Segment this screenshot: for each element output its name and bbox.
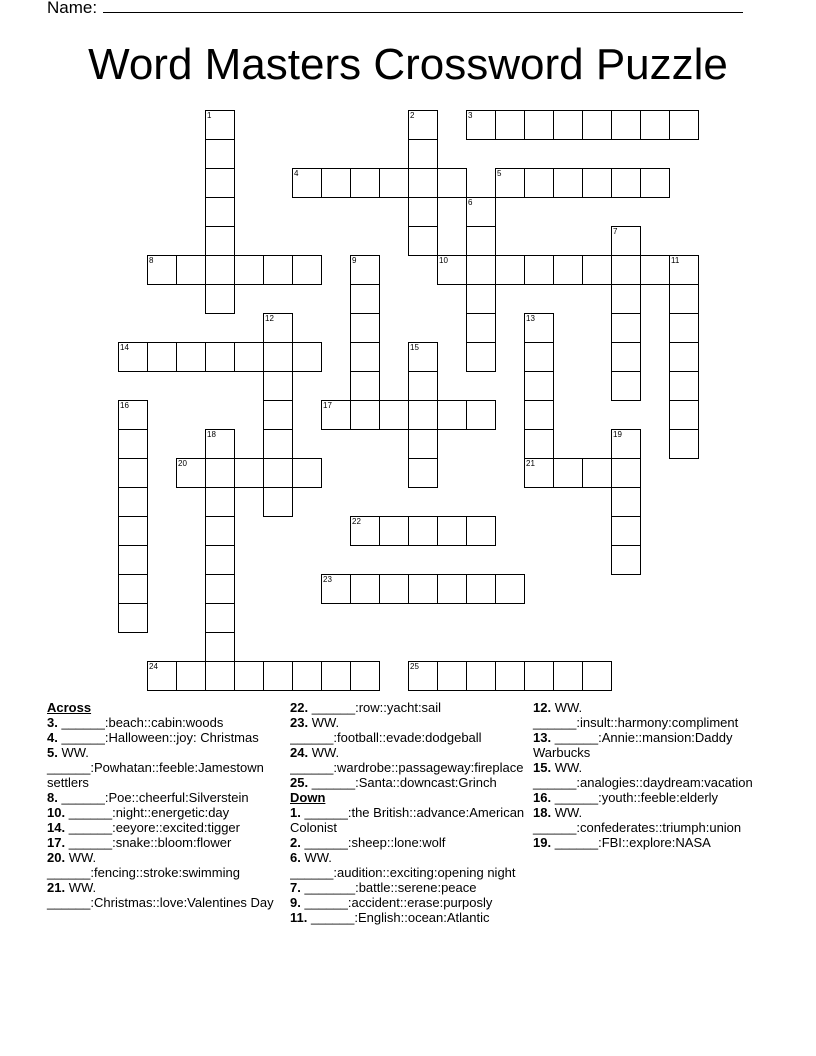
- grid-cell[interactable]: [118, 603, 148, 633]
- grid-cell[interactable]: [466, 516, 496, 546]
- clue-down-1: 1. ______:the British::advance:American Colonist: [290, 805, 525, 835]
- name-label: Name:: [47, 0, 98, 17]
- grid-cell[interactable]: [205, 487, 235, 517]
- grid-cell[interactable]: [118, 545, 148, 575]
- grid-cell[interactable]: [495, 168, 525, 198]
- grid-cell[interactable]: [408, 429, 438, 459]
- grid-cell[interactable]: [205, 516, 235, 546]
- grid-cell[interactable]: [292, 168, 322, 198]
- clue-down-2: 2. ______:sheep::lone:wolf: [290, 835, 446, 850]
- grid-cell[interactable]: [669, 371, 699, 401]
- grid-cell-number: 1: [207, 111, 212, 120]
- grid-cell[interactable]: [408, 168, 438, 198]
- clue-down-6: 6. WW. ______:audition::exciting:opening night: [290, 850, 516, 880]
- grid-cell[interactable]: [495, 574, 525, 604]
- grid-cell[interactable]: [263, 661, 293, 691]
- clue-across-20: 20. WW. ______:fencing::stroke:swimming: [47, 850, 240, 880]
- grid-cell[interactable]: [640, 168, 670, 198]
- grid-cell[interactable]: [437, 516, 467, 546]
- grid-cell[interactable]: [582, 110, 612, 140]
- grid-cell[interactable]: [524, 661, 554, 691]
- grid-cell[interactable]: [611, 226, 641, 256]
- grid-cell[interactable]: [669, 110, 699, 140]
- clue-across-10: 10. ______:night::energetic:day: [47, 805, 230, 820]
- grid-cell[interactable]: [408, 574, 438, 604]
- grid-cell[interactable]: [118, 429, 148, 459]
- grid-cell[interactable]: [263, 458, 293, 488]
- grid-cell-number: 16: [120, 401, 129, 410]
- grid-cell[interactable]: [234, 342, 264, 372]
- grid-cell[interactable]: [205, 458, 235, 488]
- grid-cell[interactable]: [263, 487, 293, 517]
- grid-cell[interactable]: [263, 313, 293, 343]
- grid-cell[interactable]: [466, 110, 496, 140]
- grid-cell[interactable]: [205, 197, 235, 227]
- grid-cell[interactable]: [147, 661, 177, 691]
- clue-across-17: 17. ______:snake::bloom:flower: [47, 835, 232, 850]
- grid-cell[interactable]: [176, 458, 206, 488]
- page-title: Word Masters Crossword Puzzle: [88, 40, 728, 89]
- grid-cell[interactable]: [118, 574, 148, 604]
- grid-cell[interactable]: [495, 110, 525, 140]
- grid-cell[interactable]: [292, 255, 322, 285]
- grid-cell-number: 18: [207, 430, 216, 439]
- grid-cell[interactable]: [611, 516, 641, 546]
- grid-cell[interactable]: [205, 632, 235, 662]
- grid-cell[interactable]: [582, 661, 612, 691]
- grid-cell[interactable]: [234, 661, 264, 691]
- grid-cell[interactable]: [437, 400, 467, 430]
- grid-cell-number: 4: [294, 169, 299, 178]
- grid-cell[interactable]: [553, 458, 583, 488]
- grid-cell[interactable]: [466, 226, 496, 256]
- grid-cell-number: 11: [671, 256, 680, 265]
- grid-cell[interactable]: [205, 429, 235, 459]
- clue-across-23: 23. WW. ______:football::evade:dodgeball: [290, 715, 482, 745]
- grid-cell[interactable]: [669, 429, 699, 459]
- grid-cell[interactable]: [205, 661, 235, 691]
- grid-cell[interactable]: [350, 400, 380, 430]
- grid-cell[interactable]: [669, 255, 699, 285]
- grid-cell[interactable]: [205, 545, 235, 575]
- grid-cell[interactable]: [263, 342, 293, 372]
- grid-cell[interactable]: [408, 110, 438, 140]
- grid-cell[interactable]: [611, 168, 641, 198]
- grid-cell[interactable]: [408, 197, 438, 227]
- grid-cell-number: 5: [497, 169, 502, 178]
- grid-cell[interactable]: [553, 661, 583, 691]
- clues-column-2: [290, 700, 525, 925]
- grid-cell[interactable]: [582, 255, 612, 285]
- grid-cell[interactable]: [205, 603, 235, 633]
- grid-cell[interactable]: [495, 255, 525, 285]
- grid-cell[interactable]: [466, 574, 496, 604]
- grid-cell[interactable]: [408, 371, 438, 401]
- clue-down-12: 12. WW. ______:insult::harmony:compliment: [533, 700, 739, 730]
- grid-cell-number: 10: [439, 256, 448, 265]
- grid-cell[interactable]: [524, 458, 554, 488]
- grid-cell[interactable]: [118, 516, 148, 546]
- grid-cell[interactable]: [292, 342, 322, 372]
- grid-cell[interactable]: [437, 168, 467, 198]
- grid-cell[interactable]: [437, 255, 467, 285]
- grid-cell[interactable]: [205, 168, 235, 198]
- grid-cell[interactable]: [147, 342, 177, 372]
- grid-cell[interactable]: [408, 458, 438, 488]
- grid-cell[interactable]: [118, 400, 148, 430]
- clues-column-1: [47, 700, 282, 910]
- grid-cell[interactable]: [466, 284, 496, 314]
- grid-cell[interactable]: [466, 342, 496, 372]
- grid-cell[interactable]: [611, 342, 641, 372]
- grid-cell-number: 15: [410, 343, 419, 352]
- grid-cell[interactable]: [292, 661, 322, 691]
- grid-cell[interactable]: [408, 400, 438, 430]
- grid-cell[interactable]: [669, 400, 699, 430]
- grid-cell-number: 14: [120, 343, 129, 352]
- grid-cell[interactable]: [205, 342, 235, 372]
- clue-across-21: 21. WW. ______:Christmas::love:Valentines Day: [47, 880, 274, 910]
- clue-down-19: 19. ______:FBI::explore:NASA: [533, 835, 711, 850]
- grid-cell[interactable]: [495, 661, 525, 691]
- grid-cell[interactable]: [466, 313, 496, 343]
- grid-cell[interactable]: [263, 371, 293, 401]
- down-header: Down: [290, 790, 326, 805]
- grid-cell[interactable]: [408, 226, 438, 256]
- grid-cell[interactable]: [321, 574, 351, 604]
- grid-cell[interactable]: [234, 458, 264, 488]
- grid-cell[interactable]: [350, 371, 380, 401]
- grid-cell[interactable]: [379, 168, 409, 198]
- grid-cell-number: 6: [468, 198, 473, 207]
- grid-cell[interactable]: [379, 400, 409, 430]
- grid-cell-number: 19: [613, 430, 622, 439]
- grid-cell[interactable]: [611, 429, 641, 459]
- grid-cell[interactable]: [205, 226, 235, 256]
- grid-cell[interactable]: [176, 255, 206, 285]
- grid-cell[interactable]: [408, 661, 438, 691]
- grid-cell[interactable]: [553, 255, 583, 285]
- grid-cell[interactable]: [321, 168, 351, 198]
- grid-cell[interactable]: [234, 255, 264, 285]
- grid-cell[interactable]: [466, 197, 496, 227]
- grid-cell[interactable]: [669, 313, 699, 343]
- grid-cell-number: 12: [265, 314, 274, 323]
- grid-cell[interactable]: [263, 255, 293, 285]
- grid-cell-number: 25: [410, 662, 419, 671]
- grid-cell[interactable]: [350, 284, 380, 314]
- grid-cell[interactable]: [350, 516, 380, 546]
- grid-cell[interactable]: [669, 342, 699, 372]
- grid-cell[interactable]: [524, 429, 554, 459]
- grid-cell[interactable]: [553, 168, 583, 198]
- clue-down-16: 16. ______:youth::feeble:elderly: [533, 790, 719, 805]
- grid-cell-number: 2: [410, 111, 415, 120]
- grid-cell[interactable]: [350, 342, 380, 372]
- grid-cell[interactable]: [350, 661, 380, 691]
- grid-cell[interactable]: [263, 400, 293, 430]
- grid-cell[interactable]: [553, 110, 583, 140]
- grid-cell-number: 17: [323, 401, 332, 410]
- grid-cell[interactable]: [408, 516, 438, 546]
- grid-cell[interactable]: [408, 139, 438, 169]
- grid-cell[interactable]: [176, 661, 206, 691]
- grid-cell[interactable]: [524, 110, 554, 140]
- across-header: Across: [47, 700, 92, 715]
- clue-down-15: 15. WW. ______:analogies::daydream:vacation: [533, 760, 753, 790]
- grid-cell[interactable]: [611, 255, 641, 285]
- clue-across-22: 22. ______:row::yacht:sail: [290, 700, 442, 715]
- grid-cell[interactable]: [524, 255, 554, 285]
- grid-cell[interactable]: [292, 458, 322, 488]
- grid-cell-number: 24: [149, 662, 158, 671]
- clue-across-3: 3. ______:beach::cabin:woods: [47, 715, 224, 730]
- grid-cell[interactable]: [640, 255, 670, 285]
- grid-cell[interactable]: [611, 371, 641, 401]
- grid-cell-number: 23: [323, 575, 332, 584]
- grid-cell[interactable]: [524, 400, 554, 430]
- grid-cell[interactable]: [611, 110, 641, 140]
- grid-cell[interactable]: [466, 661, 496, 691]
- grid-cell[interactable]: [408, 342, 438, 372]
- grid-cell[interactable]: [321, 400, 351, 430]
- grid-cell[interactable]: [611, 487, 641, 517]
- grid-cell[interactable]: [176, 342, 206, 372]
- grid-cell[interactable]: [611, 284, 641, 314]
- grid-cell[interactable]: [205, 255, 235, 285]
- clue-across-4: 4. ______:Halloween::joy: Christmas: [47, 730, 259, 745]
- grid-cell[interactable]: [611, 458, 641, 488]
- grid-cell[interactable]: [466, 255, 496, 285]
- grid-cell[interactable]: [205, 139, 235, 169]
- grid-cell[interactable]: [350, 574, 380, 604]
- grid-cell[interactable]: [437, 661, 467, 691]
- grid-cell[interactable]: [321, 661, 351, 691]
- grid-cell-number: 13: [526, 314, 535, 323]
- grid-cell[interactable]: [205, 284, 235, 314]
- grid-cell-number: 3: [468, 111, 473, 120]
- grid-cell[interactable]: [350, 168, 380, 198]
- grid-cell[interactable]: [582, 168, 612, 198]
- clue-across-14: 14. ______:eeyore::excited:tigger: [47, 820, 240, 835]
- grid-cell[interactable]: [350, 313, 380, 343]
- grid-cell-number: 20: [178, 459, 187, 468]
- grid-cell[interactable]: [379, 574, 409, 604]
- clues-column-3: [533, 700, 773, 850]
- grid-cell-number: 8: [149, 256, 154, 265]
- clue-across-25: 25. ______:Santa::downcast:Grinch: [290, 775, 497, 790]
- grid-cell[interactable]: [147, 255, 177, 285]
- grid-cell[interactable]: [118, 342, 148, 372]
- grid-cell[interactable]: [437, 574, 467, 604]
- grid-cell[interactable]: [350, 255, 380, 285]
- grid-cell-number: 22: [352, 517, 361, 526]
- grid-cell[interactable]: [118, 487, 148, 517]
- clue-down-11: 11. ______:English::ocean:Atlantic: [290, 910, 490, 925]
- grid-cell-number: 7: [613, 227, 618, 236]
- clue-down-7: 7. _______:battle::serene:peace: [290, 880, 477, 895]
- clue-across-24: 24. WW. ______:wardrobe::passageway:fireplace: [290, 745, 524, 775]
- grid-cell[interactable]: [524, 342, 554, 372]
- grid-cell[interactable]: [205, 574, 235, 604]
- grid-cell-number: 9: [352, 256, 357, 265]
- grid-cell-number: 21: [526, 459, 535, 468]
- grid-cell[interactable]: [118, 458, 148, 488]
- grid-cell[interactable]: [524, 313, 554, 343]
- clue-down-18: 18. WW. ______:confederates::triumph:union: [533, 805, 742, 835]
- grid-cell[interactable]: [524, 168, 554, 198]
- grid-cell[interactable]: [611, 313, 641, 343]
- grid-cell[interactable]: [205, 110, 235, 140]
- grid-cell[interactable]: [263, 429, 293, 459]
- grid-cell[interactable]: [582, 458, 612, 488]
- grid-cell[interactable]: [611, 545, 641, 575]
- clue-across-5: 5. WW. ______:Powhatan::feeble:Jamestown settlers: [47, 745, 264, 790]
- grid-cell[interactable]: [466, 400, 496, 430]
- grid-cell[interactable]: [640, 110, 670, 140]
- grid-cell[interactable]: [669, 284, 699, 314]
- clue-down-13: 13. ______:Annie::mansion:Daddy Warbucks: [533, 730, 733, 760]
- clue-across-8: 8. ______:Poe::cheerful:Silverstein: [47, 790, 249, 805]
- grid-cell[interactable]: [379, 516, 409, 546]
- grid-cell[interactable]: [524, 371, 554, 401]
- clue-down-9: 9. ______:accident::erase:purposly: [290, 895, 493, 910]
